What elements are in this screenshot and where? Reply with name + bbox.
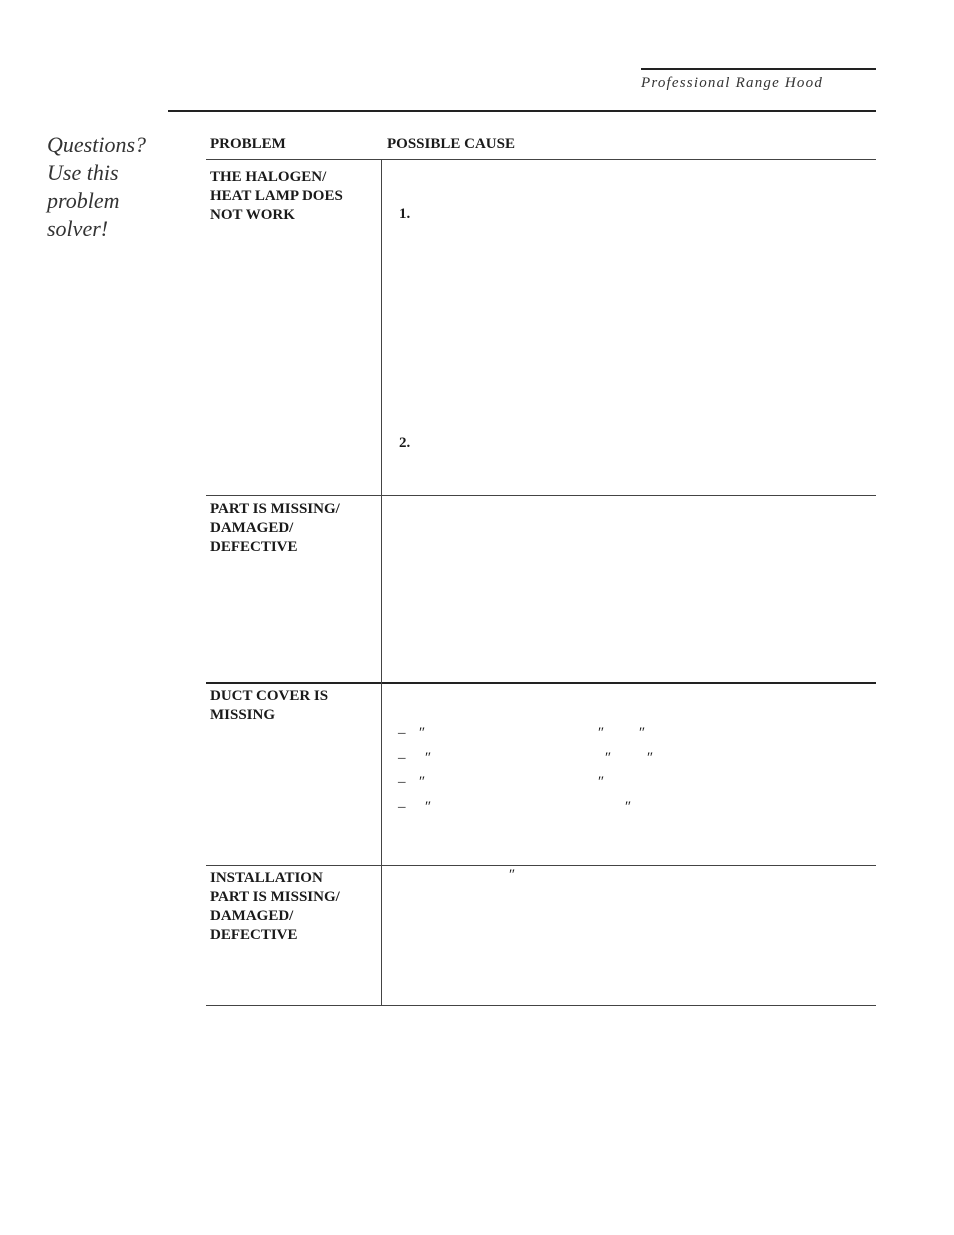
problem-halogen-lamp <box>210 168 370 225</box>
problem-line: PART IS MISSING/ <box>210 889 340 905</box>
problem-line: DUCT COVER IS <box>210 688 329 704</box>
problem-line: NOT WORK <box>210 207 295 223</box>
list-dash: – <box>398 774 406 790</box>
header-rule-long <box>168 110 876 112</box>
problem-line: DEFECTIVE <box>210 539 298 555</box>
sidebar-heading <box>47 131 167 243</box>
inch-mark: ″ <box>424 799 431 815</box>
problem-line: HEAT LAMP DOES <box>210 188 343 204</box>
list-dash: – <box>398 799 406 815</box>
table-rule-row <box>206 682 876 684</box>
problem-line: DAMAGED/ <box>210 520 294 536</box>
problem-duct-cover <box>210 687 370 725</box>
sidebar-line: problem <box>47 188 120 213</box>
problem-line: PART IS MISSING/ <box>210 501 340 517</box>
table-rule-row <box>206 865 876 866</box>
sidebar-line: solver! <box>47 216 109 241</box>
problem-line: DEFECTIVE <box>210 927 298 943</box>
header-rule-short <box>641 68 876 70</box>
table-rule-header <box>206 159 876 160</box>
inch-mark: ″ <box>597 774 604 790</box>
cause-number: 2. <box>399 435 411 451</box>
inch-mark: ″ <box>418 725 425 741</box>
inch-mark: ″ <box>604 750 611 766</box>
column-header-problem: PROBLEM <box>210 136 286 152</box>
table-column-divider <box>381 160 382 1005</box>
inch-mark: ″ <box>638 725 645 741</box>
inch-mark: ″ <box>646 750 653 766</box>
header-title: Professional Range Hood <box>641 75 824 91</box>
problem-line: DAMAGED/ <box>210 908 294 924</box>
problem-line: INSTALLATION <box>210 870 323 886</box>
table-rule-row <box>206 495 876 496</box>
table-rule-bottom <box>206 1005 876 1006</box>
problem-installation-part <box>210 869 370 945</box>
inch-mark: ″ <box>418 774 425 790</box>
inch-mark: ″ <box>597 725 604 741</box>
inch-mark: ″ <box>624 799 631 815</box>
cause-number: 1. <box>399 206 411 222</box>
list-dash: – <box>398 725 406 741</box>
sidebar-line: Use this <box>47 160 119 185</box>
list-dash: – <box>398 750 406 766</box>
column-header-possible-cause: POSSIBLE CAUSE <box>387 136 515 152</box>
problem-line: MISSING <box>210 707 276 723</box>
problem-line: THE HALOGEN/ <box>210 169 327 185</box>
sidebar-line: Questions? <box>47 132 146 157</box>
problem-part-missing <box>210 500 370 557</box>
inch-mark: ″ <box>508 867 515 883</box>
inch-mark: ″ <box>424 750 431 766</box>
